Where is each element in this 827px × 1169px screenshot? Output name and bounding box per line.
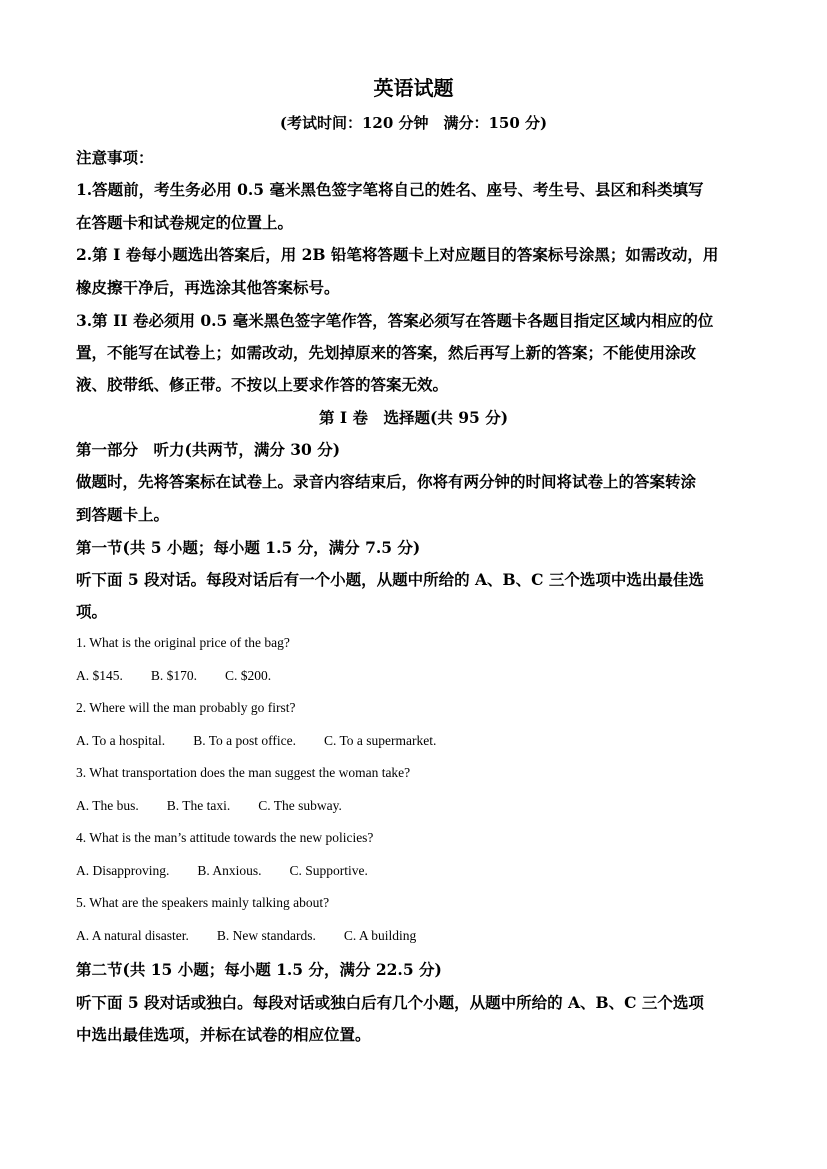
notice-line: 1.答题前，考生务必用 0.5 毫米黑色签字笔将自己的姓名、座号、考生号、县区和科类填写 xyxy=(76,180,704,199)
part1-instruction: 到答题卡上。 xyxy=(76,505,170,524)
notice-line: 在答题卡和试卷规定的位置上。 xyxy=(76,213,294,232)
notice-line: 置，不能写在试卷上；如需改动，先划掉原来的答案，然后再写上新的答案；不能使用涂改 xyxy=(76,343,697,362)
part1-instruction: 做题时，先将答案标在试卷上。录音内容结束后，你将有两分钟的时间将试卷上的答案转涂 xyxy=(76,472,697,491)
part1-title: 第一部分 听力(共两节，满分 30 分) xyxy=(76,440,341,459)
question-options xyxy=(76,668,299,684)
section2-title: 第二节(共 15 小题；每小题 1.5 分，满分 22.5 分) xyxy=(76,960,442,979)
question-options xyxy=(76,798,370,814)
section1-title: 第一节(共 5 小题；每小题 1.5 分，满分 7.5 分) xyxy=(76,538,421,557)
option-b: B. The taxi. xyxy=(166,798,231,813)
option-a: A. The bus. xyxy=(76,798,139,813)
option-a: A. Disapproving. xyxy=(76,863,170,878)
section2-instruction: 中选出最佳选项，并标在试卷的相应位置。 xyxy=(76,1025,371,1044)
question-stem: 2. Where will the man probably go first? xyxy=(76,700,296,715)
option-b: B. $170. xyxy=(150,668,198,683)
notice-line: 液、胶带纸、修正带。不按以上要求作答的答案无效。 xyxy=(76,375,449,394)
notice-line: 2.第 I 卷每小题选出答案后，用 2B 铅笔将答题卡上对应题目的答案标号涂黑；如需改动，用 xyxy=(76,245,719,264)
section1-instruction: 听下面 5 段对话。每段对话后有一个小题，从题中所给的 A、B、C 三个选项中选出最佳选 xyxy=(76,570,704,589)
option-a: A. To a hospital. xyxy=(76,733,166,748)
option-b: B. To a post office. xyxy=(193,733,296,748)
option-b: B. New standards. xyxy=(216,928,316,943)
option-c: C. A building xyxy=(343,928,417,943)
question-options xyxy=(76,928,444,944)
section2-instruction: 听下面 5 段对话或独白。每段对话或独白后有几个小题，从题中所给的 A、B、C 三个选项 xyxy=(76,993,704,1012)
notice-heading: 注意事项： xyxy=(76,148,154,167)
option-c: C. The subway. xyxy=(258,798,342,813)
question-stem: 1. What is the original price of the bag? xyxy=(76,635,290,650)
option-a: A. A natural disaster. xyxy=(76,928,189,943)
option-c: C. $200. xyxy=(225,668,272,683)
question-options xyxy=(76,863,396,879)
exam-title: 英语试题 xyxy=(373,76,454,100)
question-stem: 5. What are the speakers mainly talking about? xyxy=(76,895,330,910)
option-b: B. Anxious. xyxy=(197,863,262,878)
volume-title: 第 I 卷 选择题(共 95 分) xyxy=(318,408,509,427)
question-stem: 4. What is the man’s attitude towards the new policies? xyxy=(76,830,374,845)
option-a: A. $145. xyxy=(76,668,123,683)
notice-line: 3.第 II 卷必须用 0.5 毫米黑色签字笔作答，答案必须写在答题卡各题目指定区域内相应的位 xyxy=(76,311,714,330)
notice-line: 橡皮擦干净后，再选涂其他答案标号。 xyxy=(76,278,340,297)
question-options xyxy=(76,733,464,749)
exam-subtitle: (考试时间：120 分钟 满分：150 分) xyxy=(279,114,548,132)
option-c: C. Supportive. xyxy=(289,863,368,878)
question-stem: 3. What transportation does the man suggest the woman take? xyxy=(76,765,411,780)
section1-instruction: 项。 xyxy=(76,602,108,621)
option-c: C. To a supermarket. xyxy=(323,733,437,748)
